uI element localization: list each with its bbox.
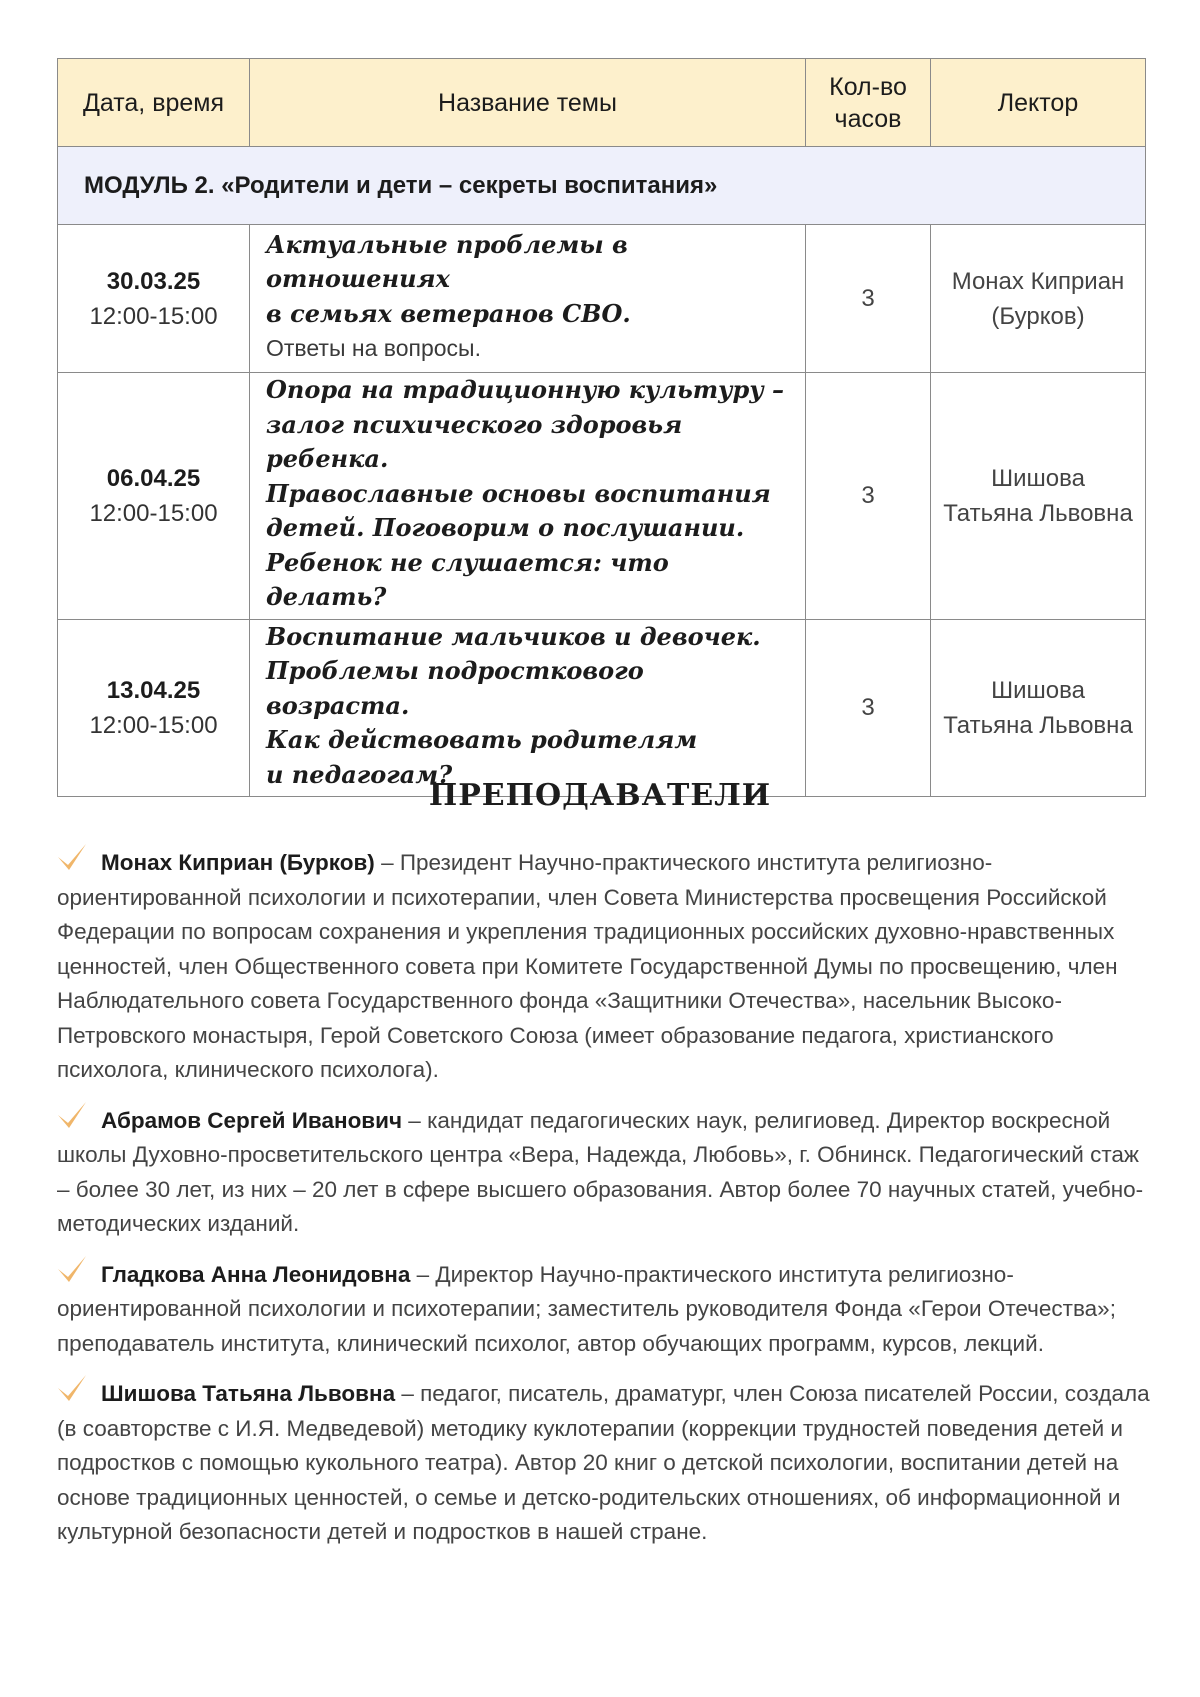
date-cell [58,225,250,373]
teacher-name: Шишова Татьяна Львовна [101,1381,396,1406]
header-date: Дата, время [58,59,250,147]
teacher-name: Монах Киприан (Бурков) [101,850,375,875]
header-hours [806,59,931,147]
header-lecturer: Лектор [931,59,1146,147]
lecturer-cell: Монах Киприан (Бурков) [931,225,1146,373]
date-value: 06.04.25 [106,464,201,492]
teacher-description: – Директор Научно-практического института религиозно-ориентированной психологии и психотерапии; заместитель руководителя Фонда «Герои Отечества»; преподаватель института, клинический психолог, автор обучающих программ, курсов, лекций. [57,1261,1116,1356]
table-row [58,373,1146,620]
teacher-entry [57,1258,1157,1362]
topic-cell [250,225,806,373]
teacher-name: Абрамов Сергей Иванович [101,1107,403,1133]
hours-cell: 3 [806,225,931,373]
module-row [58,147,1146,225]
hours-cell: 3 [806,373,931,620]
lecturer-cell: Шишова Татьяна Львовна [931,373,1146,620]
teachers-heading: ПРЕПОДАВАТЕЛИ [428,778,772,813]
teacher-description: – Президент Научно-практического института религиозно-ориентированной психологии и психотерапии, член Совета Министерства просвещения Российской Федерации по вопросам сохранения и укрепления традиционных российских духовно-нравственных ценностей, член Общественного совета при Комитете Государственной Думы по просвещению, член Наблюдательного совета Государственного фонда «Защитники Отечества», насельник Высоко-Петровского монастыря, Герой Советского Союза (имеет образование педагога, христианского психолога, клинического психолога). [57,850,1118,1082]
checkmark-icon [55,840,89,874]
time-value: 12:00-15:00 [89,499,218,527]
table-row [58,225,1146,373]
date-cell [58,373,250,620]
topic-subtitle: Ответы на вопросы. [266,335,481,361]
teacher-entry [57,1104,1157,1242]
time-value: 12:00-15:00 [89,711,218,739]
checkmark-icon [55,1371,89,1405]
teacher-name: Гладкова Анна Леонидовна [101,1261,411,1287]
hours-cell: 3 [806,619,931,797]
date-value: 13.04.25 [106,676,201,704]
teacher-description: – кандидат педагогических наук, религиовед. Директор воскресной школы Духовно-просветительского центра «Вера, Надежда, Любовь», г. Обнинск. Педагогический стаж – более 30 лет, из них – 20 лет в сфере высшего образования. Автор более 70 научных статей, учебно-методических изданий. [57,1107,1144,1236]
checkmark-icon [55,1252,89,1286]
date-cell [58,619,250,797]
time-value: 12:00-15:00 [89,302,218,330]
topic-cell [250,619,806,797]
topic-title: Опора на традиционную культуру – залог психического здоровья ребенка. Православные основы воспитания детей. Поговорим о послушании. Ребенок не слушается: что делать? [266,375,785,611]
teacher-description: – педагог, писатель, драматург, член Союза писателей России, создала (в соавторстве с И.Я. Медведевой) методику куклотерапии (коррекции трудностей поведения детей и подростков с помощью кукольного театра). Автор 20 книг о детской психологии, воспитании детей на основе традиционных ценностей, о семье и детско-родительских отношениях, об информационной и культурной безопасности детей и подростков в нашей стране. [57,1381,1150,1544]
teachers-list [57,846,1157,1566]
topic-title: Актуальные проблемы в отношениях в семьях ветеранов СВО. [266,229,631,328]
schedule-table [57,58,1146,797]
topic-cell [250,373,806,620]
lecturer-cell: Шишова Татьяна Львовна [931,619,1146,797]
checkmark-icon [55,1098,89,1132]
teacher-entry [57,846,1157,1088]
header-hours-label: Кол-во часов [829,72,907,133]
topic-title: Воспитание мальчиков и девочек. Проблемы подросткового возраста. Как действовать родителям и педагогам? [266,621,761,789]
header-topic: Название темы [250,59,806,147]
module-title: МОДУЛЬ 2. «Родители и дети – секреты воспитания» [58,147,1146,225]
table-header-row [58,59,1146,147]
teacher-entry [57,1377,1157,1550]
table-row [58,619,1146,797]
date-value: 30.03.25 [106,267,201,295]
